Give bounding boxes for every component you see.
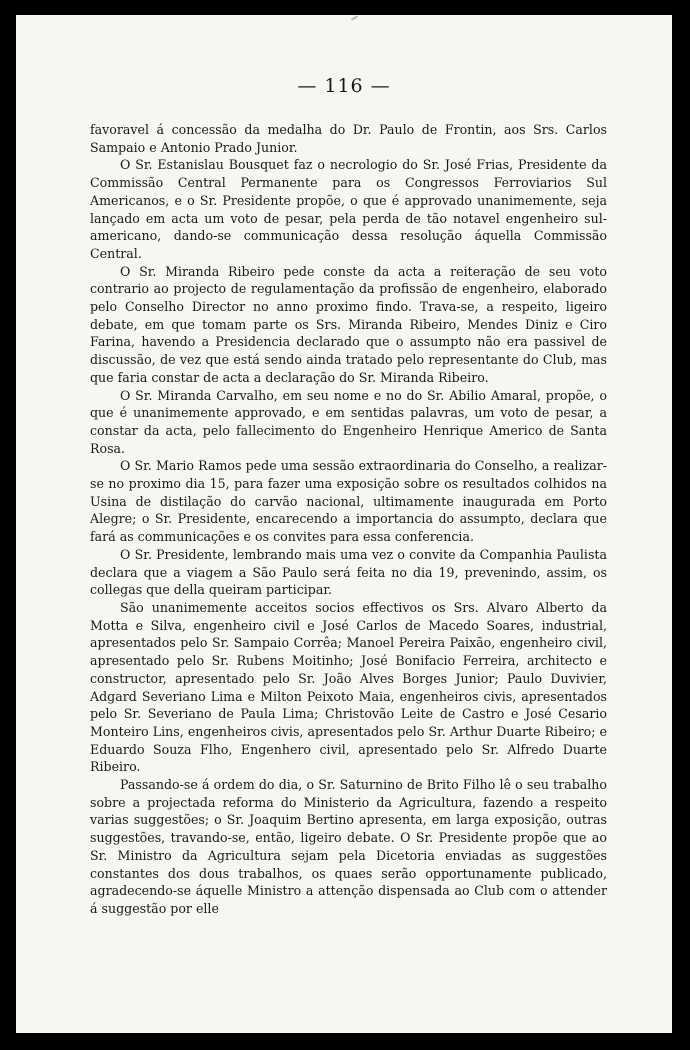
paragraph-1: favoravel á concessão da medalha do Dr. Paulo de Frontin, aos Srs. Carlos Sampaio e Antonio Prado Junior. (90, 122, 607, 155)
paragraph-5: O Sr. Mario Ramos pede uma sessão extraordinaria do Conselho, a realizar-se no proximo dia 15, para fazer uma exposição sobre os resultados colhidos na Usina de distilação do carvão nacional, ultimamente inaugurada em Porto Alegre; o Sr. Presidente, encarecendo a importancia do assumpto, declara que fará as communicações e os convites para essa conferencia. (90, 458, 607, 545)
paragraph-2: O Sr. Estanislau Bousquet faz o necrologio do Sr. José Frias, Presidente da Commissão Central Permanente para os Congressos Ferroviarios Sul Americanos, e o Sr. Presidente propõe, o que é approvado unanimemente, seja lançado em acta um voto de pesar, pela perda de tão notavel engenheiro sul-americano, dando-se communicação dessa resolução áquella Commissão Central. (90, 157, 607, 261)
document-page (16, 15, 672, 1033)
page-number: — 116 — (297, 75, 391, 97)
paragraph-6: O Sr. Presidente, lembrando mais uma vez o convite da Companhia Paulista declara que a viagem a São Paulo será feita no dia 19, prevenindo, assim, os collegas que della queiram participar. (90, 546, 607, 598)
paragraph-7: São unanimemente acceitos socios effectivos os Srs. Alvaro Alberto da Motta e Silva, engenheiro civil e José Carlos de Macedo Soares, industrial, apresentados pelo Sr. Sampaio Corrêa; Manoel Pereira Paixão, engenheiro civil, apresentado pelo Sr. Rubens Moitinho; José Bonifacio Ferreira, architecto e constructor, apresentado pelo Sr. João Alves Borges Junior; Paulo Duvivier, Adgard Severiano Lima e Milton Peixoto Maia, engenheiros civis, apresentados pelo Sr. Severiano de Paula Lima; Christovão Leite de Castro e José Cesario Monteiro Lins, engenheiros civis, apresentados pelo Sr. Arthur Duarte Ribeiro; e Eduardo Souza Flho, Engenhero civil, apresentado pelo Sr. Alfredo Duarte Ribeiro. (90, 599, 607, 775)
paragraph-8: Passando-se á ordem do dia, o Sr. Saturnino de Brito Filho lê o seu trabalho sobre a projectada reforma do Ministerio da Agricultura, fazendo a respeito varias suggestões; o Sr. Joaquim Bertino apresenta, em larga exposição, outras suggestões, travando-se, então, ligeiro debate. O Sr. Presidente propõe que ao Sr. Ministro da Agricultura sejam pela Dicetoria enviadas as suggestões constantes dos dous trabalhos, os quaes serão opportunamente publicado, agradecendo-se áquelle Ministro a attenção dispensada ao Club com o attender á suggestão por elle (90, 777, 607, 916)
page-body (90, 121, 607, 918)
paragraph-3: O Sr. Miranda Ribeiro pede conste da acta a reiteração de seu voto contrario ao projecto de regulamentação da profissão de engenheiro, elaborado pelo Conselho Director no anno proximo findo. Trava-se, a respeito, ligeiro debate, em que tomam parte os Srs. Miranda Ribeiro, Mendes Diniz e Ciro Farina, havendo a Presidencia declarado que o assumpto não era passivel de discussão, de vez que está sendo ainda tratado pelo representante do Club, mas que faria constar de acta a declaração do Sr. Miranda Ribeiro. (90, 263, 607, 385)
print-speck (351, 15, 358, 20)
paragraph-4: O Sr. Miranda Carvalho, em seu nome e no do Sr. Abilio Amaral, propõe, o que é unanimemente approvado, e em sentidas palavras, um voto de pesar, a constar da acta, pelo fallecimento do Engenheiro Henrique Americo de Santa Rosa. (90, 387, 607, 456)
